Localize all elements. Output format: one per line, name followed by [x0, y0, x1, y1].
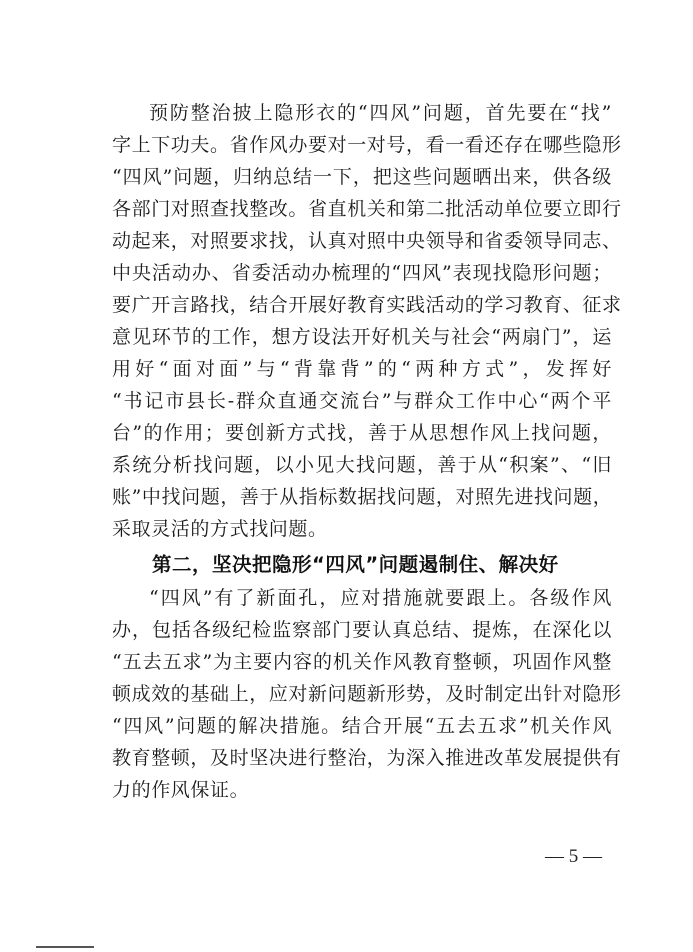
text-line: “书记市县长-群众直通交流台”与群众工作中心“两个平 [112, 390, 612, 412]
text-line: “四风”有了新面孔，应对措施就要跟上。各级作风 [149, 587, 612, 609]
text-line: 采取灵活的方式找问题。 [112, 518, 328, 540]
text-line: 顿成效的基础上，应对新问题新形势，及时制定出针对隐形 [112, 683, 622, 705]
text-line: 系统分析找问题，以小见大找问题，善于从“积案”、“旧 [112, 454, 612, 476]
text-line: 各部门对照查找整改。省直机关和第二批活动单位要立即行 [112, 198, 622, 220]
page-number: — 5 — [545, 846, 602, 867]
text-line: 账”中找问题，善于从指标数据找问题，对照先进找问题， [112, 486, 613, 508]
text-line: 台”的作用；要创新方式找，善于从思想作风上找问题， [112, 422, 612, 444]
text-line: 力的作风保证。 [112, 779, 250, 801]
footer-rule [36, 946, 94, 948]
section-heading: 第二，坚决把隐形“四风”问题遏制住、解决好 [152, 553, 559, 576]
text-line: 意见环节的工作，想方设法开好机关与社会“两扇门”，运 [112, 326, 612, 348]
text-line: 要广开言路找，结合开展好教育实践活动的学习教育、征求 [112, 294, 622, 316]
text-line: “四风”问题的解决措施。结合开展“五去五求”机关作风 [112, 715, 612, 737]
text-line: 教育整顿，及时坚决进行整治，为深入推进改革发展提供有 [112, 747, 622, 769]
text-line: 动起来，对照要求找，认真对照中央领导和省委领导同志、 [112, 230, 622, 252]
text-line: 字上下功夫。省作风办要对一对号，看一看还存在哪些隐形 [112, 134, 622, 156]
text-line: 中央活动办、省委活动办梳理的“四风”表现找隐形问题； [112, 262, 612, 284]
text-line: 预防整治披上隐形衣的“四风”问题，首先要在“找” [149, 102, 612, 124]
text-line: “五去五求”为主要内容的机关作风教育整顿，巩固作风整 [112, 651, 612, 673]
text-line: 办，包括各级纪检监察部门要认真总结、提炼，在深化以 [112, 619, 612, 641]
text-line: 用好“面对面”与“背靠背”的“两种方式”，发挥好 [112, 358, 612, 380]
text-line: “四风”问题，归纳总结一下，把这些问题晒出来，供各级 [112, 166, 612, 188]
